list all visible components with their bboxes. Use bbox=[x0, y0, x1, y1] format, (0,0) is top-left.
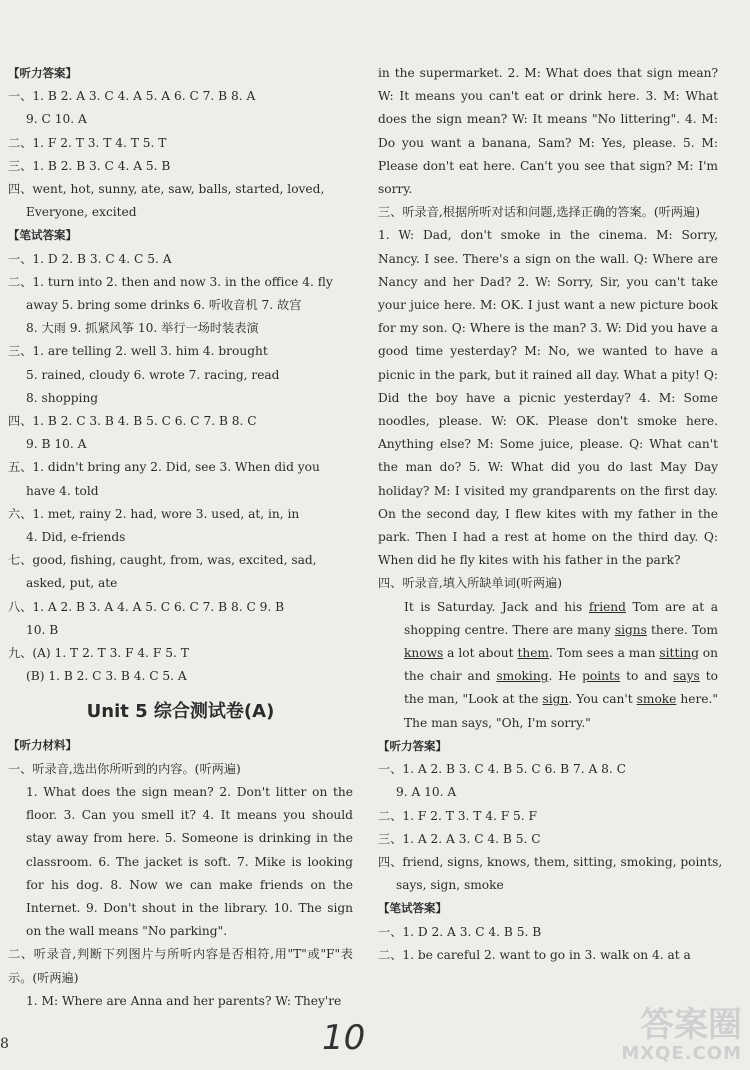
answer-line: 三、1. A 2. A 3. C 4. B 5. C bbox=[378, 831, 541, 846]
answer-line: says, sign, smoke bbox=[396, 878, 504, 893]
watermark-url: MXQE.COM bbox=[621, 1043, 742, 1064]
answer-line: 六、1. met, rainy 2. had, wore 3. used, at, in, in bbox=[8, 506, 300, 521]
material-paragraph: in the supermarket. 2. M: What does that sign mean? W: It means you can't eat or drink here. 3. M: What does the sign mean? W: It means "No littering". 4. M: Do you want a banana, Sam? M: Yes, please. 5. M: Please don't eat here. Can't you see that sign? M: I'm sorry. bbox=[378, 66, 718, 197]
filled-word: knows bbox=[404, 646, 444, 661]
filled-word: points bbox=[582, 669, 621, 684]
material-paragraph: 1. M: Where are Anna and her parents? W: They're bbox=[26, 993, 342, 1008]
section-heading: 一、听录音,选出你所听到的内容。(听两遍) bbox=[8, 761, 241, 776]
listening-material-heading: 【听力材料】 bbox=[8, 738, 77, 753]
section-heading: 二、听录音,判断下列图片与所听内容是否相符,用"T"或"F"表示。(听两遍) bbox=[8, 947, 353, 985]
answer-line: 四、friend, signs, knows, them, sitting, smoking, points, bbox=[378, 854, 723, 869]
answer-line: 七、good, fishing, caught, from, was, excited, sad, bbox=[8, 553, 317, 568]
unit-title: Unit 5 综合测试卷(A) bbox=[86, 701, 275, 723]
watermark-text: 答案圈 bbox=[640, 1005, 742, 1045]
listen-answers-heading: 【听力答案】 bbox=[378, 738, 447, 753]
filled-word: sitting bbox=[659, 646, 699, 661]
filled-word: sign bbox=[542, 692, 569, 707]
answer-line: 三、1. B 2. B 3. C 4. A 5. B bbox=[8, 158, 171, 173]
answer-line: 二、1. turn into 2. then and now 3. in the office 4. fly bbox=[8, 274, 333, 289]
answer-line: (B) 1. B 2. C 3. B 4. C 5. A bbox=[26, 669, 187, 684]
answer-line: 九、(A) 1. T 2. T 3. F 4. F 5. T bbox=[8, 646, 189, 661]
answer-line: 8. 大雨 9. 抓紧风筝 10. 举行一场时装表演 bbox=[26, 321, 259, 336]
answer-line: 一、1. D 2. A 3. C 4. B 5. B bbox=[378, 924, 542, 939]
handwritten-mark: 10 bbox=[322, 1018, 366, 1058]
answer-line: 5. rained, cloudy 6. wrote 7. racing, read bbox=[26, 367, 280, 382]
written-answers-heading: 【笔试答案】 bbox=[378, 901, 447, 916]
answer-line: have 4. told bbox=[26, 483, 99, 498]
answer-line: asked, put, ate bbox=[26, 576, 118, 591]
watermark-logo bbox=[621, 1007, 742, 1064]
written-answers-heading: 【笔试答案】 bbox=[8, 228, 77, 243]
answer-line: 9. A 10. A bbox=[396, 785, 457, 800]
page-number: 8 bbox=[0, 1036, 9, 1052]
answer-line: 一、1. A 2. B 3. C 4. B 5. C 6. B 7. A 8. C bbox=[378, 762, 626, 777]
section-heading: 四、听录音,填入所缺单词(听两遍) bbox=[378, 576, 563, 591]
answer-line: 二、1. F 2. T 3. T 4. T 5. T bbox=[8, 135, 167, 150]
answer-line: 八、1. A 2. B 3. A 4. A 5. C 6. C 7. B 8. C 9. B bbox=[8, 599, 285, 614]
right-column bbox=[378, 62, 723, 967]
material-paragraph: 1. What does the sign mean? 2. Don't litter on the floor. 3. Can you smell it? 4. It means you should stay away from here. 5. Someone is drinking in the classroom. 6. The jacket is soft. 7. Mike is looking for his dog. 8. Now we can make friends on the Internet. 9. Don't shout in the library. 10. The sign on the wall means "No parking". bbox=[26, 784, 353, 939]
answer-line: 三、1. are telling 2. well 3. him 4. brought bbox=[8, 344, 268, 359]
material-paragraph: 1. W: Dad, don't smoke in the cinema. M: Sorry, Nancy. I see. There's a sign on the wall. Q: Where are Nancy and her Dad? 2. W: Sorry, Sir, you can't take your juice here. M: OK. I just want a new picture book for my son. Q: Where is the man? 3. W: Did you have a good time yesterday? M: No, we wanted to have a picnic in the park, but it rained all day. What a pity! Q: Did the boy have a picnic yesterday? 4. M: Some noodles, please. W: OK. Please don't smoke here. Anything else? M: Some juice, please. Q: What can't the man do? 5. W: What did you do last May Day holiday? M: I visited my grandparents on the first day. On the second day, I flew kites with my father in the park. Then I had a rest at home on the third day. Q: When did he fly kites with his father in the park? bbox=[378, 228, 718, 568]
answer-line: 一、1. B 2. A 3. C 4. A 5. A 6. C 7. B 8. A bbox=[8, 89, 256, 104]
filled-word: smoke bbox=[636, 692, 677, 707]
answer-line: 9. B 10. A bbox=[26, 437, 87, 452]
listen-answers-heading: 【听力答案】 bbox=[8, 66, 77, 80]
answer-line: 9. C 10. A bbox=[26, 112, 87, 127]
answer-line: 五、1. didn't bring any 2. Did, see 3. When did you bbox=[8, 460, 320, 475]
filled-word: smoking bbox=[496, 669, 549, 684]
fill-in-passage: It is Saturday. Jack and his friend Tom are at a shopping centre. There are many signs there. Tom knows a lot about them. Tom sees a man sitting on the chair and smoking. He points to and says to the man, "Look at the sign. You can't smoke here." The man says, "Oh, I'm sorry." bbox=[404, 599, 718, 730]
answer-line: 8. shopping bbox=[26, 390, 99, 405]
filled-word: them bbox=[517, 646, 549, 661]
filled-word: friend bbox=[588, 599, 626, 614]
answer-line: Everyone, excited bbox=[26, 205, 137, 220]
filled-word: signs bbox=[614, 622, 647, 637]
section-heading: 三、听录音,根据所听对话和问题,选择正确的答案。(听两遍) bbox=[378, 205, 700, 220]
left-column bbox=[8, 62, 353, 1013]
answer-line: 四、1. B 2. C 3. B 4. B 5. C 6. C 7. B 8. C bbox=[8, 414, 257, 429]
answer-line: 四、went, hot, sunny, ate, saw, balls, started, loved, bbox=[8, 182, 325, 197]
answer-line: 一、1. D 2. B 3. C 4. C 5. A bbox=[8, 251, 172, 266]
answer-line: 二、1. be careful 2. want to go in 3. walk on 4. at a bbox=[378, 947, 691, 962]
answer-line: 4. Did, e-friends bbox=[26, 530, 126, 545]
answer-line: away 5. bring some drinks 6. 听收音机 7. 故宫 bbox=[26, 298, 302, 313]
answer-line: 二、1. F 2. T 3. T 4. F 5. F bbox=[378, 808, 538, 823]
answer-line: 10. B bbox=[26, 622, 59, 637]
filled-word: says bbox=[673, 669, 700, 684]
